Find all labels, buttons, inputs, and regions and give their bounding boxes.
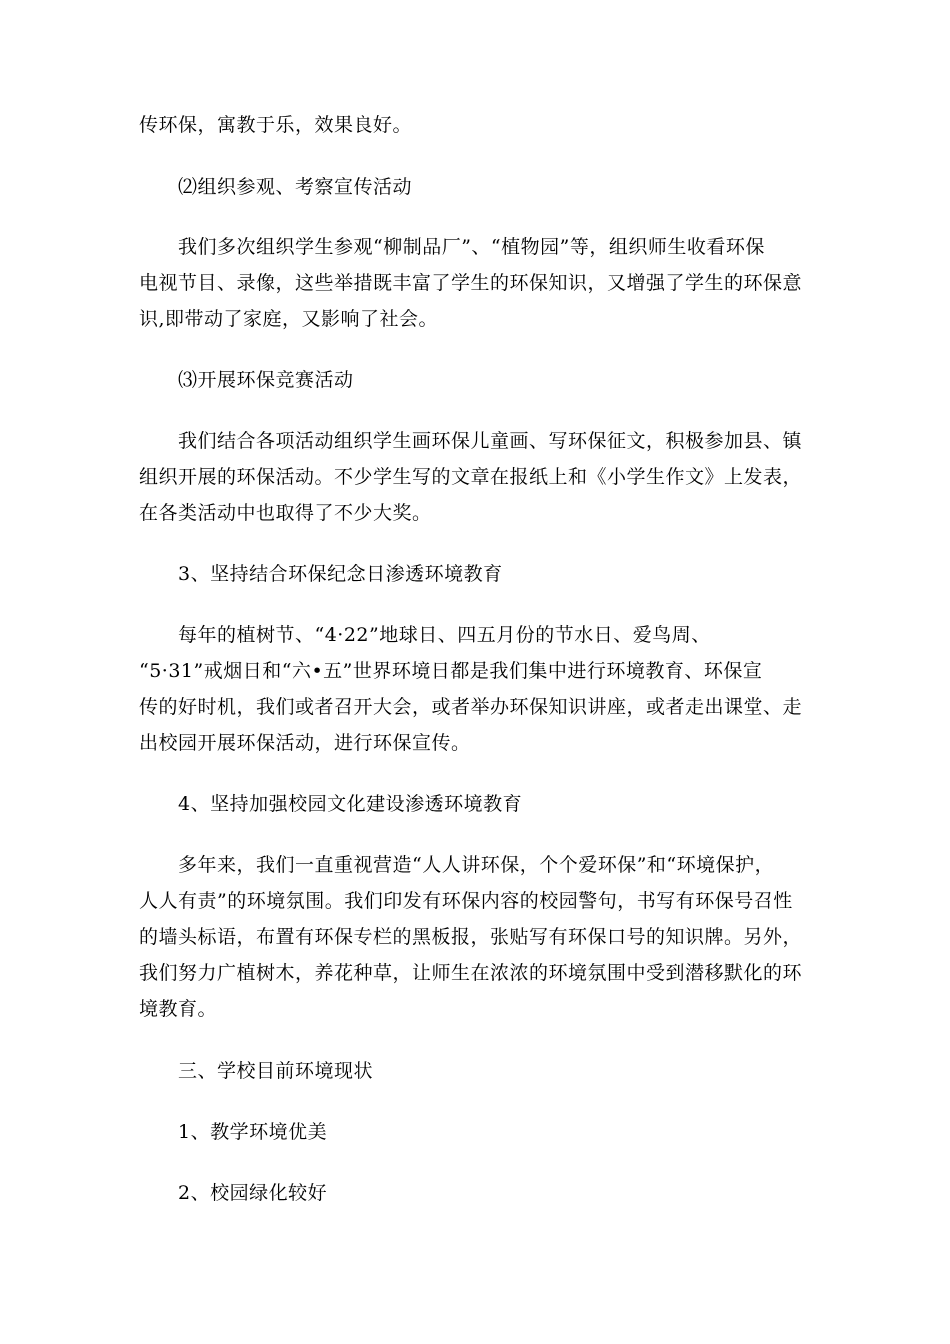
paragraph-text: 传的好时机，我们或者召开大会，或者举办环保知识讲座，或者走出课堂、走: [139, 696, 803, 718]
section-heading: 3、坚持结合环保纪念日渗透环境教育: [178, 563, 503, 585]
paragraph-text: 每年的植树节、“4·22”地球日、四五月份的节水日、爱鸟周、: [178, 624, 711, 646]
section-heading: 三、学校目前环境现状: [178, 1060, 374, 1082]
paragraph-text: 识,即带动了家庭，又影响了社会。: [139, 308, 439, 330]
section-heading: ⑶开展环保竞赛活动: [178, 369, 354, 391]
paragraph-text: 电视节目、录像，这些举措既丰富了学生的环保知识，又增强了学生的环保意: [139, 272, 803, 294]
paragraph-text: 多年来，我们一直重视营造“人人讲环保，个个爱环保”和“环境保护，: [178, 854, 775, 876]
section-heading: 4、坚持加强校园文化建设渗透环境教育: [178, 793, 523, 815]
paragraph-text: 在各类活动中也取得了不少大奖。: [139, 502, 432, 524]
paragraph-text: 我们努力广植树木，养花种草，让师生在浓浓的环境氛围中受到潜移默化的环: [139, 962, 803, 984]
paragraph-text: 我们多次组织学生参观“柳制品厂”、“植物园”等，组织师生收看环保: [178, 236, 765, 258]
section-heading: 2、校园绿化较好: [178, 1182, 328, 1204]
paragraph-text: 的墙头标语，布置有环保专栏的黑板报，张贴写有环保口号的知识牌。另外，: [139, 926, 803, 948]
paragraph-text: 出校园开展环保活动，进行环保宣传。: [139, 732, 471, 754]
paragraph-text: 组织开展的环保活动。不少学生写的文章在报纸上和《小学生作文》上发表，: [139, 466, 803, 488]
paragraph-text: 传环保，寓教于乐，效果良好。: [139, 114, 413, 136]
paragraph-text: 境教育。: [139, 998, 218, 1020]
section-heading: ⑵组织参观、考察宣传活动: [178, 176, 413, 198]
paragraph-text: 我们结合各项活动组织学生画环保儿童画、写环保征文，积极参加县、镇: [178, 430, 803, 452]
paragraph-text: “5·31”戒烟日和“六•五”世界环境日都是我们集中进行环境教育、环保宣: [139, 660, 763, 682]
section-heading: 1、教学环境优美: [178, 1121, 328, 1143]
paragraph-text: 人人有责”的环境氛围。我们印发有环保内容的校园警句，书写有环保号召性: [139, 890, 793, 912]
